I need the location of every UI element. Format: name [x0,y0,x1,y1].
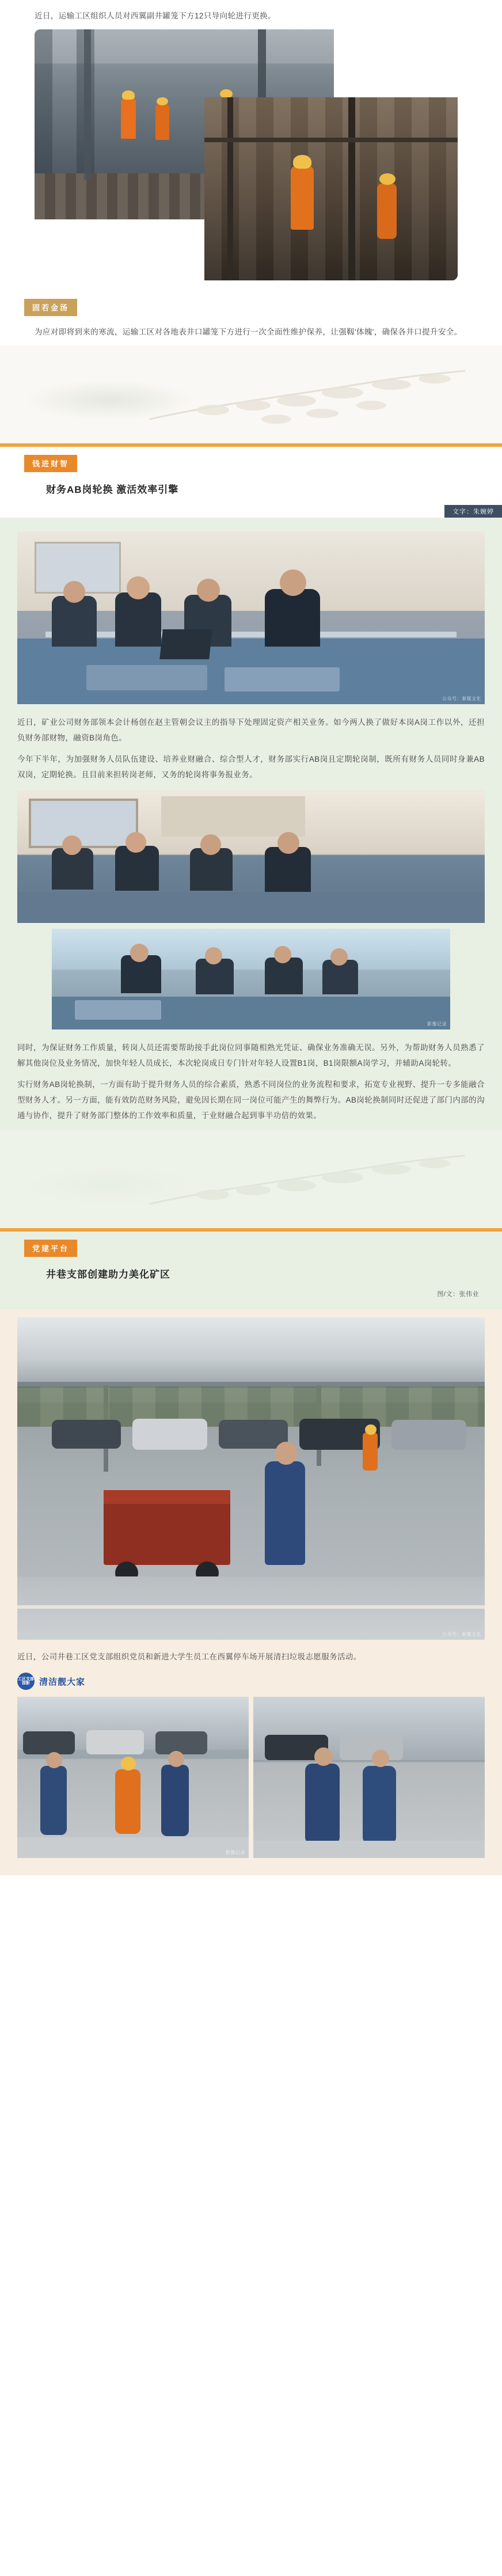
finance-meeting-photo [17,531,485,704]
volunteer-photo-row [0,1697,502,1858]
photo-watermark: 公众号：泰煤文化 [442,1632,481,1637]
mist-decoration [23,1165,196,1205]
section3-title: 井巷支部创建助力美化矿区 [46,1269,170,1280]
photo-watermark: 影像记录 [226,1850,245,1855]
parking-photo-wrap [0,1317,502,1640]
decorative-pine-band-2 [0,1130,502,1228]
photo-watermark: 公众号：泰煤文化 [442,696,481,701]
mist-decoration [23,380,196,420]
finance-photo-2-wrap [0,791,502,923]
tag-badge-gujin: 固若金汤 [24,299,77,316]
section2-byline: 文字：朱婉婷 [444,505,502,518]
section1-photo-collage [0,29,502,294]
section1-tag-wrap [0,299,502,316]
party-badge-icon [17,1673,35,1690]
section3-tag-wrap [0,1240,502,1257]
badge-line1: 工区支部掠影 [18,1677,34,1685]
volunteer-sweeping-photo-right [253,1697,485,1858]
decorative-pine-band [0,345,502,443]
section3-byline: 图/文：张伟业 [437,1291,479,1298]
section-party-branch [0,1309,502,1875]
tag-badge-qianjin: 钱进财智 [24,455,77,472]
finance-paragraph-3: 同时，为保证财务工作质量，转岗人员还需要帮助接手此岗位同事随相熟光凭证、确保业务准确无误。另外，为帮助财务人员熟悉了解其他岗位及业务情况，加快年轻人员成长，本次轮岗成日专门针对年轻人设置B1岗，B1岗限额A岗学习，并辅助A岗轮转。 [17,1043,485,1067]
finance-paragraph-4: 实行财务AB岗轮换制，一方面有助于提升财务人员的综合素质，熟悉不同岗位的业务流程和要求，拓宽专业视野、提升一专多能融合型财务人才。另一方面，能有效防范财务风险，避免因长期在同一岗位可能产生的舞弊行为。AB岗轮换制同时还促进了部门内部的沟通与协作，提升了财务部门整体的工作效率和质量，于业财融合起到事半功倍的效果。 [17,1080,485,1120]
finance-desk-photo-right [52,929,450,1029]
badge-title: 清洁靓大家 [39,1677,86,1687]
section1-paragraph2: 为应对即将到来的寒流，运输工区对各地表井口罐笼下方进行一次全面性维护保养，让强靱'体魄'，确保各井口提升安全。 [35,328,462,336]
section2-title: 财务AB岗轮换 激活效率引擎 [46,484,179,495]
shaft-worker-photo [204,97,458,280]
branch-badge [0,1673,502,1690]
volunteer-sweeping-photo-left [17,1697,249,1858]
finance-photo-3-wrap [0,929,502,1029]
finance-meeting-photo-wrap [0,531,502,704]
section3-byline-wrap [0,1289,502,1299]
finance-paragraph-1: 近日，矿业公司财务部领本会计杨创在赵主管朝会议主的指导下处理固定资产相关业务。如今两人换了做好本岗A岗工作以外，还担负财务部财物，融资B岗角色。 [17,718,485,742]
section1-paragraph: 近日，运输工区组织人员对西翼副井罐笼下方12只导向轮进行更换。 [35,12,276,20]
section2-byline-wrap [0,505,502,518]
finance-discussion-photo-left [17,791,485,923]
photo-watermark: 影像记录 [427,1021,447,1027]
parking-lot-cleaning-photo [17,1317,485,1640]
section-transport [0,0,502,518]
section3-paragraph: 近日，公司井巷工区党支部组织党员和新进大学生员工在西翼停车场开展清扫垃圾志愿服务活动。 [17,1652,362,1661]
section-finance [0,518,502,1309]
finance-paragraph-2: 今年下半年，为加强财务人员队伍建设、培养业财融合、综合型人才，财务部实行AB岗且定期轮岗制，既所有财务人员同时身兼AB双岗，定期轮换。且目前来担转岗老师，又务的轮岗将事务报业务。 [17,755,485,779]
section2-tag-wrap [0,455,502,472]
tag-badge-dangjian: 党建平台 [24,1240,77,1257]
